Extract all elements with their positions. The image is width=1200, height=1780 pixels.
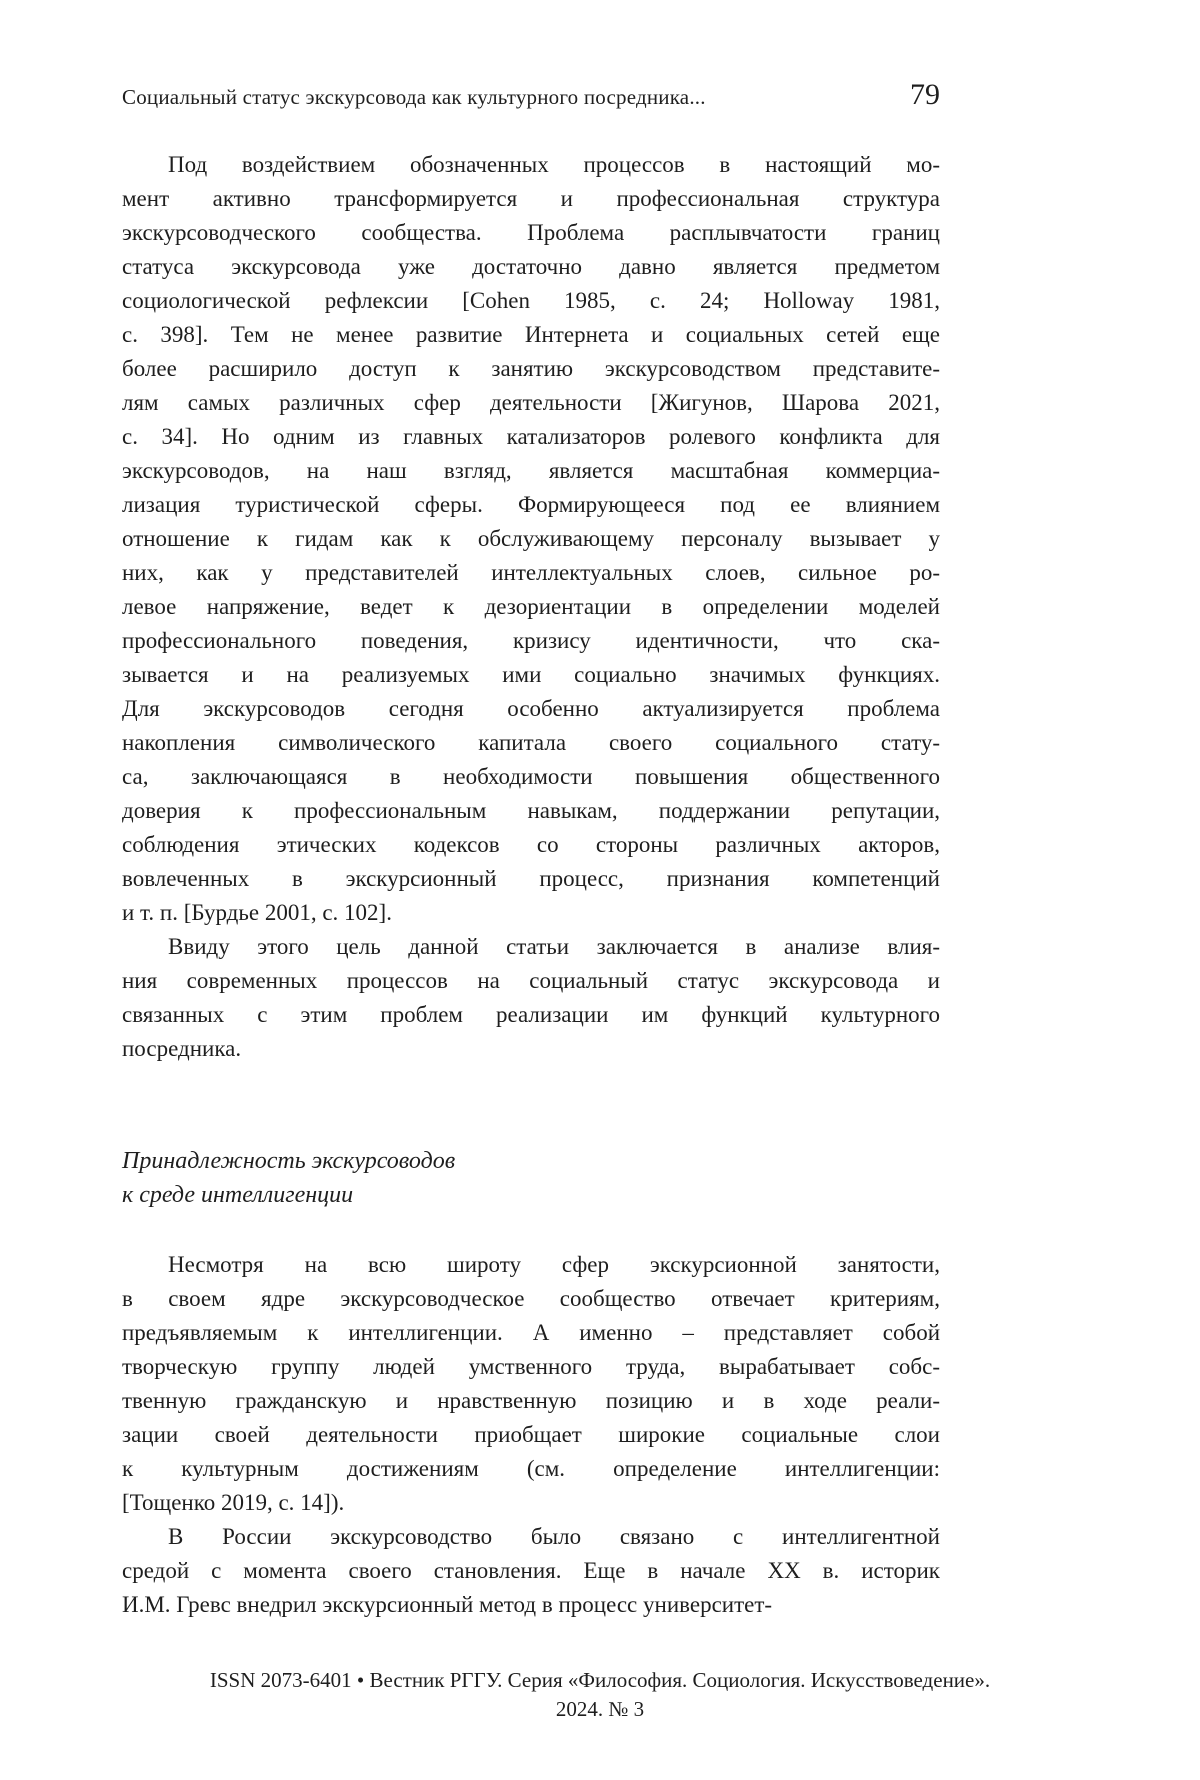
text-line: левое напряжение, ведет к дезориентации в определении моделей <box>122 594 940 619</box>
text-line: экскурсоводов, на наш взгляд, является масштабная коммерциа- <box>122 458 940 483</box>
text-line: вовлеченных в экскурсионный процесс, признания компетенций <box>122 866 940 891</box>
text-line: [Тощенко 2019, с. 14]). <box>122 1490 345 1515</box>
paragraph <box>122 1248 940 1520</box>
section-heading <box>122 1144 940 1212</box>
text-line: накопления символического капитала своего социального стату- <box>122 730 940 755</box>
text-line: зации своей деятельности приобщает широкие социальные слои <box>122 1422 940 1447</box>
text-line: к культурным достижениям (см. определение интеллигенции: <box>122 1456 940 1481</box>
footer-issue-line: 2024. № 3 <box>555 1697 645 1721</box>
heading-line: Принадлежность экскурсоводов <box>122 1148 456 1174</box>
text-line: соблюдения этических кодексов со стороны различных акторов, <box>122 832 940 857</box>
text-line: доверия к профессиональным навыкам, поддержании репутации, <box>122 798 940 823</box>
text-line: в своем ядре экскурсоводческое сообщество отвечает критериям, <box>122 1286 940 1311</box>
text-line: лизация туристической сферы. Формирующееся под ее влиянием <box>122 492 940 517</box>
text-line: них, как у представителей интеллектуальных слоев, сильное ро- <box>122 560 940 585</box>
text-line: социологической рефлексии [Cohen 1985, с. 24; Holloway 1981, <box>122 288 940 313</box>
paragraph <box>122 148 940 930</box>
running-title: Социальный статус экскурсовода как культурного посредника... <box>122 85 706 109</box>
footer-issn-line: ISSN 2073-6401 • Вестник РГГУ. Серия «Философия. Социология. Искусствоведение». <box>209 1668 991 1692</box>
text-line: предъявляемым к интеллигенции. А именно – представляет собой <box>122 1320 940 1345</box>
text-line: с. 398]. Тем не менее развитие Интернета и социальных сетей еще <box>122 322 940 347</box>
text-line: средой с момента своего становления. Еще в начале XX в. историк <box>122 1558 940 1583</box>
heading-line: к среде интеллигенции <box>122 1182 354 1208</box>
paragraph <box>122 1520 940 1622</box>
running-header <box>122 80 940 110</box>
text-line: профессионального поведения, кризису идентичности, что ска- <box>122 628 940 653</box>
page-number: 79 <box>910 78 940 111</box>
text-line: экскурсоводческого сообщества. Проблема расплывчатости границ <box>122 220 940 245</box>
text-line: зывается и на реализуемых ими социально значимых функциях. <box>122 662 940 687</box>
text-line: связанных с этим проблем реализации им функций культурного <box>122 1002 940 1027</box>
text-line: И.М. Гревс внедрил экскурсионный метод в процесс университет- <box>122 1592 773 1617</box>
text-line: и т. п. [Бурдье 2001, с. 102]. <box>122 900 392 925</box>
text-line: лям самых различных сфер деятельности [Жигунов, Шарова 2021, <box>122 390 940 415</box>
text-line: более расширило доступ к занятию экскурсоводством представите- <box>122 356 940 381</box>
paragraph <box>122 930 940 1066</box>
text-line: Несмотря на всю широту сфер экскурсионной занятости, <box>168 1252 940 1277</box>
text-line: Для экскурсоводов сегодня особенно актуализируется проблема <box>122 696 940 721</box>
text-line: посредника. <box>122 1036 242 1061</box>
text-line: Под воздействием обозначенных процессов в настоящий мо- <box>168 152 940 177</box>
text-line: твенную гражданскую и нравственную позицию и в ходе реали- <box>122 1388 940 1413</box>
text-line: статуса экскурсовода уже достаточно давно является предметом <box>122 254 940 279</box>
text-line: В России экскурсоводство было связано с интеллигентной <box>168 1524 940 1549</box>
text-line: мент активно трансформируется и профессиональная структура <box>122 186 940 211</box>
body-content <box>122 148 940 1622</box>
text-line: творческую группу людей умственного труда, вырабатывает собс- <box>122 1354 940 1379</box>
text-line: са, заключающаяся в необходимости повышения общественного <box>122 764 940 789</box>
text-line: Ввиду этого цель данной статьи заключается в анализе влия- <box>168 934 940 959</box>
text-line: отношение к гидам как к обслуживающему персоналу вызывает у <box>122 526 940 551</box>
page-footer <box>0 1666 1200 1724</box>
text-line: с. 34]. Но одним из главных катализаторов ролевого конфликта для <box>122 424 940 449</box>
text-line: ния современных процессов на социальный статус экскурсовода и <box>122 968 940 993</box>
